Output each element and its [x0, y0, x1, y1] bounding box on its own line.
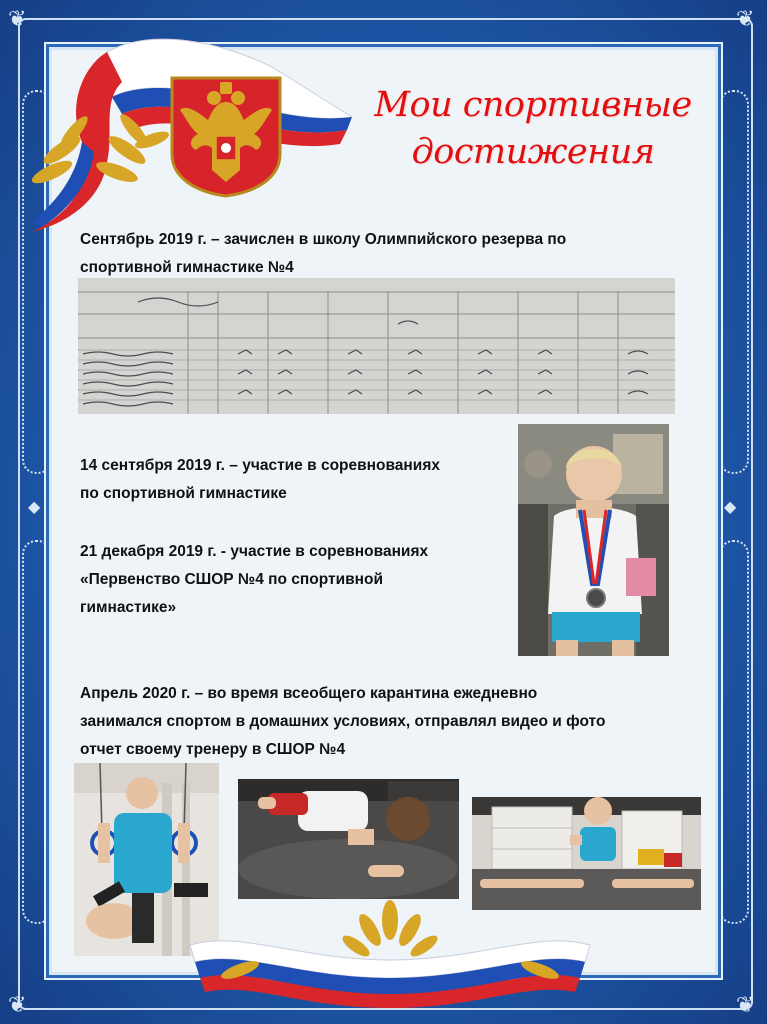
- section-sep-14-line-2: по спортивной гимнастике: [80, 485, 287, 502]
- section-dec-21-line-2: «Первенство СШОР №4 по спортивной: [80, 571, 383, 588]
- section-apr-2020: [80, 680, 605, 764]
- section-apr-2020-line-2: занимался спортом в домашних условиях, отправлял видео и фото: [80, 713, 606, 730]
- title-line-2: достижения: [411, 132, 655, 172]
- stretching-photo: [238, 779, 459, 899]
- section-sep-2019-line-2: спортивной гимнастике №4: [80, 259, 294, 276]
- title-line-1: Мои спортивные: [374, 85, 692, 125]
- ornament-top-left-icon: ❦: [8, 6, 27, 31]
- bottom-flag-ribbon-icon: [180, 900, 600, 1010]
- coat-of-arms-icon: [168, 74, 284, 198]
- section-sep-2019-line-1: Сентябрь 2019 г. – зачислен в школу Олимпийского резерва по: [80, 231, 567, 248]
- ornament-bottom-left-icon: ❦: [8, 992, 27, 1017]
- section-sep-14: [80, 452, 440, 508]
- scroll-ornament-right: [719, 90, 749, 474]
- section-dec-21-line-1: 21 декабря 2019 г. - участие в соревнованиях: [80, 543, 429, 560]
- section-dec-21-line-3: гимнастике»: [80, 599, 177, 616]
- ornament-left-mid-icon: ◆: [28, 499, 41, 516]
- split-photo: [472, 797, 701, 910]
- section-dec-21: [80, 538, 428, 622]
- page-title: [358, 82, 708, 176]
- section-apr-2020-line-1: Апрель 2020 г. – во время всеобщего карантина ежедневно: [80, 685, 538, 702]
- scroll-ornament-left-lower: [22, 540, 52, 924]
- medal-photo: [518, 424, 669, 656]
- section-apr-2020-line-3: отчет своему тренеру в СШОР №4: [80, 741, 346, 758]
- section-sep-2019: [80, 226, 566, 282]
- ornament-right-mid-icon: ◆: [724, 499, 737, 516]
- scroll-ornament-right-lower: [719, 540, 749, 924]
- section-sep-14-line-1: 14 сентября 2019 г. – участие в соревнованиях: [80, 457, 440, 474]
- enrollment-document-photo: [78, 278, 675, 414]
- ornament-top-right-icon: ❦: [736, 6, 755, 31]
- ornament-bottom-right-icon: ❦: [736, 992, 755, 1017]
